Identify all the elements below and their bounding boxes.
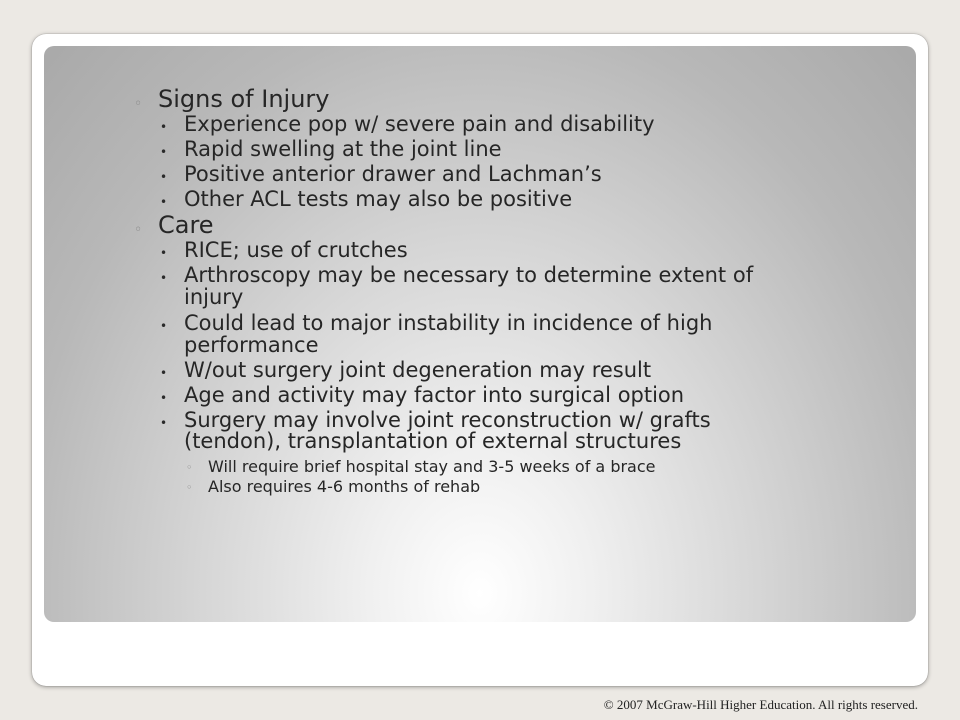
list-item-text: Other ACL tests may also be positive <box>184 187 573 211</box>
list-item-text: Age and activity may factor into surgical option <box>184 383 685 407</box>
level2-bullet-icon: • <box>160 391 168 405</box>
list-item-text-line1: Could lead to major instability in incidence of high <box>184 311 713 335</box>
list-item-text-line2: performance <box>184 333 319 357</box>
list-item-text-line2: (tendon), transplantation of external structures <box>184 429 682 453</box>
level2-bullet-icon: • <box>160 145 168 159</box>
sub-list-item-text: Will require brief hospital stay and 3-5 weeks of a brace <box>208 457 656 476</box>
list-item-text: RICE; use of crutches <box>184 238 408 262</box>
level2-bullet-icon: • <box>160 271 168 285</box>
sub-list-item-text: Also requires 4-6 months of rehab <box>208 477 481 496</box>
level2-bullet-icon: • <box>160 120 168 134</box>
level1-bullet-icon: ◦ <box>134 96 143 112</box>
list-item-text-line1: Surgery may involve joint reconstruction w/ grafts <box>184 408 711 432</box>
list-item-text-line1: Arthroscopy may be necessary to determine extent of <box>184 263 754 287</box>
list-item-text: W/out surgery joint degeneration may result <box>184 358 652 382</box>
level1-bullet-icon: ◦ <box>134 222 143 238</box>
level2-bullet-icon: • <box>160 366 168 380</box>
list-item-text: Positive anterior drawer and Lachman’s <box>184 162 602 186</box>
copyright-notice: © 2007 McGraw-Hill Higher Education. All rights reserved. <box>603 697 918 712</box>
section-heading-text: Care <box>158 211 214 239</box>
level2-bullet-icon: • <box>160 195 168 209</box>
level3-bullet-icon: ◦ <box>186 461 193 474</box>
level2-bullet-icon: • <box>160 416 168 430</box>
level3-bullet-icon: ◦ <box>186 481 193 494</box>
level2-bullet-icon: • <box>160 319 168 333</box>
level2-bullet-icon: • <box>160 170 168 184</box>
list-item-text-line2: injury <box>184 285 244 309</box>
section-heading-text: Signs of Injury <box>158 85 330 113</box>
content-panel <box>44 46 916 622</box>
list-item-text: Rapid swelling at the joint line <box>184 137 502 161</box>
level2-bullet-icon: • <box>160 246 168 260</box>
list-item-text: Experience pop w/ severe pain and disability <box>184 112 655 136</box>
